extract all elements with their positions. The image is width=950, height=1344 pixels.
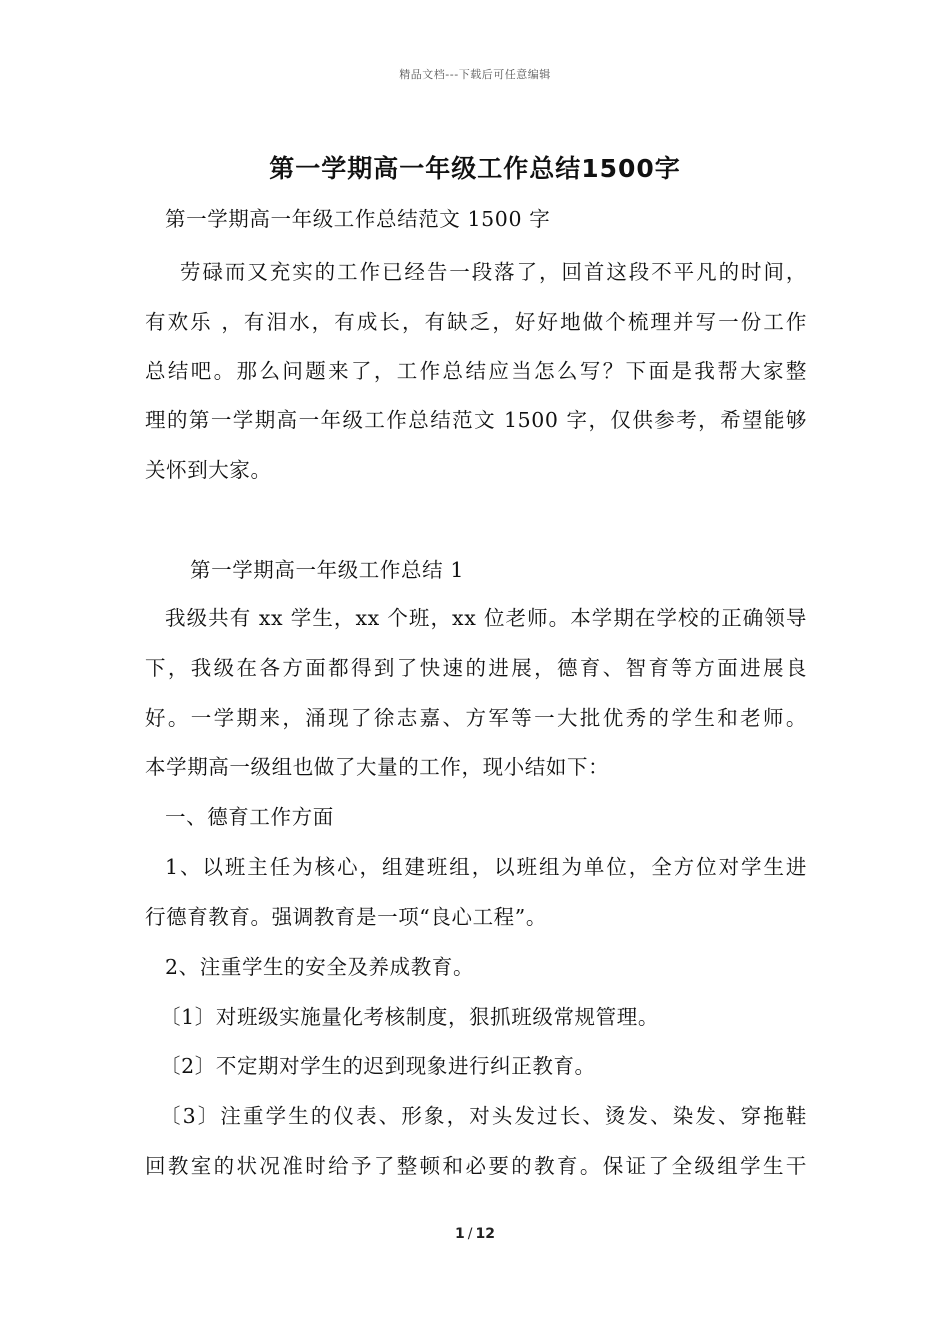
total-pages: 12 <box>475 1226 495 1242</box>
section-heading: 第一学期高一年级工作总结 1 <box>190 558 464 582</box>
paragraph-line: 我级共有 xx 学生，xx 个班，xx 位老师。本学期在学校的正确领导 <box>165 606 807 630</box>
header-note: 精品文档---下载后可任意编辑 <box>399 68 551 81</box>
subtitle-line: 第一学期高一年级工作总结范文 1500 字 <box>165 207 551 231</box>
paragraph-line: 有欢乐 ，有泪水，有成长，有缺乏，好好地做个梳理并写一份工作 <box>145 310 807 334</box>
paragraph-line: 下，我级在各方面都得到了快速的进展，德育、智育等方面进展良 <box>145 656 807 680</box>
document-title: 第一学期高一年级工作总结1500字 <box>269 154 681 183</box>
subsection-heading: 一、德育工作方面 <box>165 805 334 829</box>
list-item: 〔1〕对班级实施量化考核制度，狠抓班级常规管理。 <box>160 1005 659 1029</box>
list-item: 2、注重学生的安全及养成教育。 <box>165 955 475 979</box>
paragraph-line: 总结吧。那么问题来了，工作总结应当怎么写？下面是我帮大家整 <box>145 359 807 383</box>
current-page: 1 <box>455 1226 465 1242</box>
paragraph-line: 行德育教育。强调教育是一项“良心工程”。 <box>145 905 547 929</box>
paragraph-line: 本学期高一级组也做了大量的工作，现小结如下： <box>145 755 610 779</box>
list-item: 〔2〕不定期对学生的迟到现象进行纠正教育。 <box>160 1054 596 1078</box>
list-item: 〔3〕注重学生的仪表、形象，对头发过长、烫发、染发、穿拖鞋 <box>160 1104 807 1128</box>
paragraph-line: 关怀到大家。 <box>145 458 272 482</box>
paragraph-line: 好。一学期来，涌现了徐志嘉、方军等一大批优秀的学生和老师。 <box>145 706 807 730</box>
page-number <box>0 1226 950 1242</box>
paragraph-line: 劳碌而又充实的工作已经告一段落了，回首这段不平凡的时间， <box>180 260 807 284</box>
page-separator: / <box>467 1226 473 1242</box>
paragraph-line: 1、以班主任为核心，组建班组，以班组为单位，全方位对学生进 <box>165 855 807 879</box>
paragraph-line: 理的第一学期高一年级工作总结范文 1500 字，仅供参考，希望能够 <box>145 408 807 432</box>
paragraph-line: 回教室的状况准时给予了整顿和必要的教育。保证了全级组学生干 <box>145 1154 807 1178</box>
